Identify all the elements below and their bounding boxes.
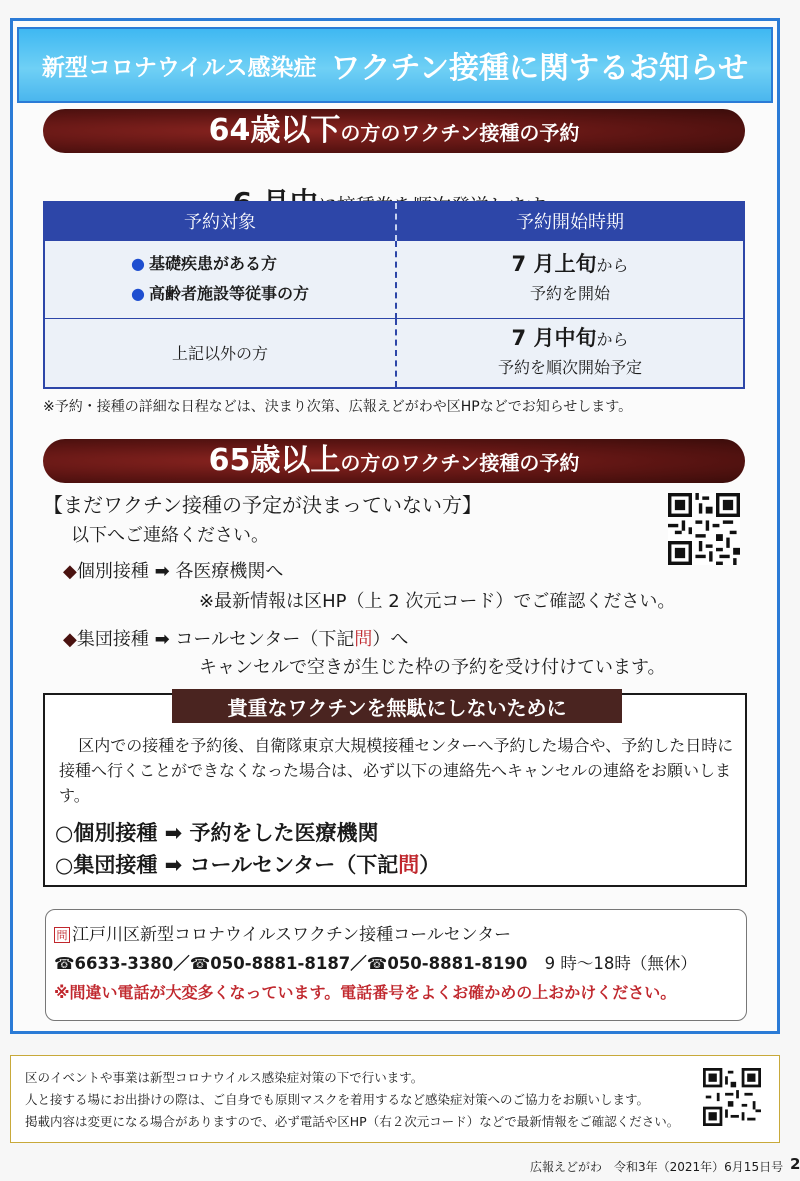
individual-vaccination-line — [63, 557, 283, 583]
table-header-target: 予約対象 — [44, 202, 396, 240]
reservation-schedule-table — [43, 201, 745, 389]
group-destination: コールセンター（下記 — [175, 629, 355, 650]
section2-title — [43, 439, 745, 483]
right-arrow-icon: ➡ — [154, 561, 170, 582]
footer-line: 掲載内容は変更になる場合がありますので、必ず電話や区HP（右２次元コード）などで最新情報をご確認ください。 — [25, 1114, 680, 1129]
call-center-hours: 9 時〜18時（無休） — [544, 954, 697, 973]
section2-title-small: の方のワクチン接種の予約 — [340, 451, 580, 475]
cancellation-group-close: ） — [419, 853, 441, 877]
cancellation-group-text: ○集団接種 ➡ コールセンター（下記 — [55, 853, 399, 877]
banner-title-part2: ワクチン接種に関するお知らせ — [330, 51, 749, 86]
call-center-box — [45, 909, 747, 1021]
start-suffix: から — [596, 256, 629, 275]
target-facility-workers: 高齢者施設等従事の方 — [148, 284, 309, 303]
bullet-icon: ● — [131, 284, 145, 303]
start-description: 予約を開始 — [529, 284, 610, 303]
target-underlying-conditions: 基礎疾患がある方 — [148, 254, 277, 273]
call-center-phone-line — [54, 950, 697, 974]
group-label: 集団接種 — [76, 629, 149, 650]
section1-title — [43, 109, 745, 153]
right-arrow-icon: ➡ — [154, 629, 170, 650]
group-note: キャンセルで空きが生じた枠の予約を受け付けています。 — [199, 657, 666, 678]
inquiry-mark: 問 — [354, 629, 373, 650]
qr-code-icon[interactable] — [703, 1068, 761, 1126]
section1-title-big: 64歳以下 — [208, 113, 341, 148]
cancellation-individual: ○個別接種 ➡ 予約をした医療機関 — [55, 821, 379, 845]
individual-note: ※最新情報は区HP（上 2 次元コード）でご確認ください。 — [199, 591, 676, 612]
start-mid-july: 7 月中旬 — [511, 325, 597, 350]
contact-instruction: 以下へご連絡ください。 — [71, 525, 269, 546]
cancellation-header: 貴重なワクチンを無駄にしないために — [172, 689, 622, 723]
footer-notice — [10, 1055, 780, 1143]
table-header-start: 予約開始時期 — [396, 202, 744, 240]
notice-frame — [10, 18, 780, 1034]
schedule-note: ※予約・接種の詳細な日程などは、決まり次第、広報えどがわや区HPなどでお知らせします。 — [43, 399, 633, 415]
table-cell-other-target: 上記以外の方 — [44, 318, 396, 388]
cancellation-box — [43, 693, 747, 887]
inquiry-mark-icon: 問 — [54, 927, 70, 943]
table-cell-start — [396, 318, 744, 388]
call-center-name: 江戸川区新型コロナウイルスワクチン接種コールセンター — [72, 925, 512, 945]
footer-line: 区のイベントや事業は新型コロナウイルス感染症対策の下で行います。 — [25, 1070, 424, 1085]
individual-destination: 各医療機関へ — [175, 561, 284, 582]
diamond-icon: ◆ — [63, 629, 77, 650]
inquiry-mark: 問 — [398, 853, 420, 877]
start-description: 予約を順次開始予定 — [497, 357, 642, 377]
cancellation-paragraph: 区内での接種を予約後、自衛隊東京大規模接種センターへ予約した場合や、予約した日時に接種へ行くことができなくなった場合は、必ず以下の連絡先へキャンセルの連絡をお願いします。 — [59, 736, 734, 805]
table-row — [44, 240, 744, 318]
phone-numbers[interactable]: ☎6633-3380／☎050-8881-8187／☎050-8881-8190 — [54, 954, 528, 973]
wrong-number-warning: ※間違い電話が大変多くなっています。電話番号をよくお確かめの上おかけください。 — [54, 983, 677, 1002]
qr-code-icon[interactable] — [668, 493, 740, 565]
table-cell-targets — [44, 240, 396, 318]
cancellation-group — [55, 849, 440, 879]
page-banner — [17, 27, 773, 103]
group-destination-close: ）へ — [372, 629, 409, 650]
page-number: 2 — [790, 1155, 800, 1173]
banner-title-part1: 新型コロナウイルス感染症 — [41, 54, 317, 81]
section1-title-small: の方のワクチン接種の予約 — [340, 121, 580, 145]
start-suffix: から — [596, 329, 629, 349]
diamond-icon: ◆ — [63, 561, 77, 582]
start-early-july: 7 月上旬 — [511, 252, 597, 276]
bullet-icon: ● — [131, 254, 145, 273]
group-vaccination-line — [63, 625, 408, 651]
call-center-name-line — [54, 920, 511, 945]
table-cell-start — [396, 240, 744, 318]
individual-label: 個別接種 — [76, 561, 149, 582]
undecided-subheading: 【まだワクチン接種の予定が決まっていない方】 — [43, 493, 482, 517]
table-row — [44, 318, 744, 388]
section2-title-big: 65歳以上 — [208, 443, 341, 478]
footer-line: 人と接する場にお出掛けの際は、ご自身でも原則マスクを着用するなど感染症対策へのご協力をお願いします。 — [25, 1092, 650, 1107]
publication-credit: 広報えどがわ 令和3年（2021年）6月15日号 — [530, 1160, 784, 1174]
